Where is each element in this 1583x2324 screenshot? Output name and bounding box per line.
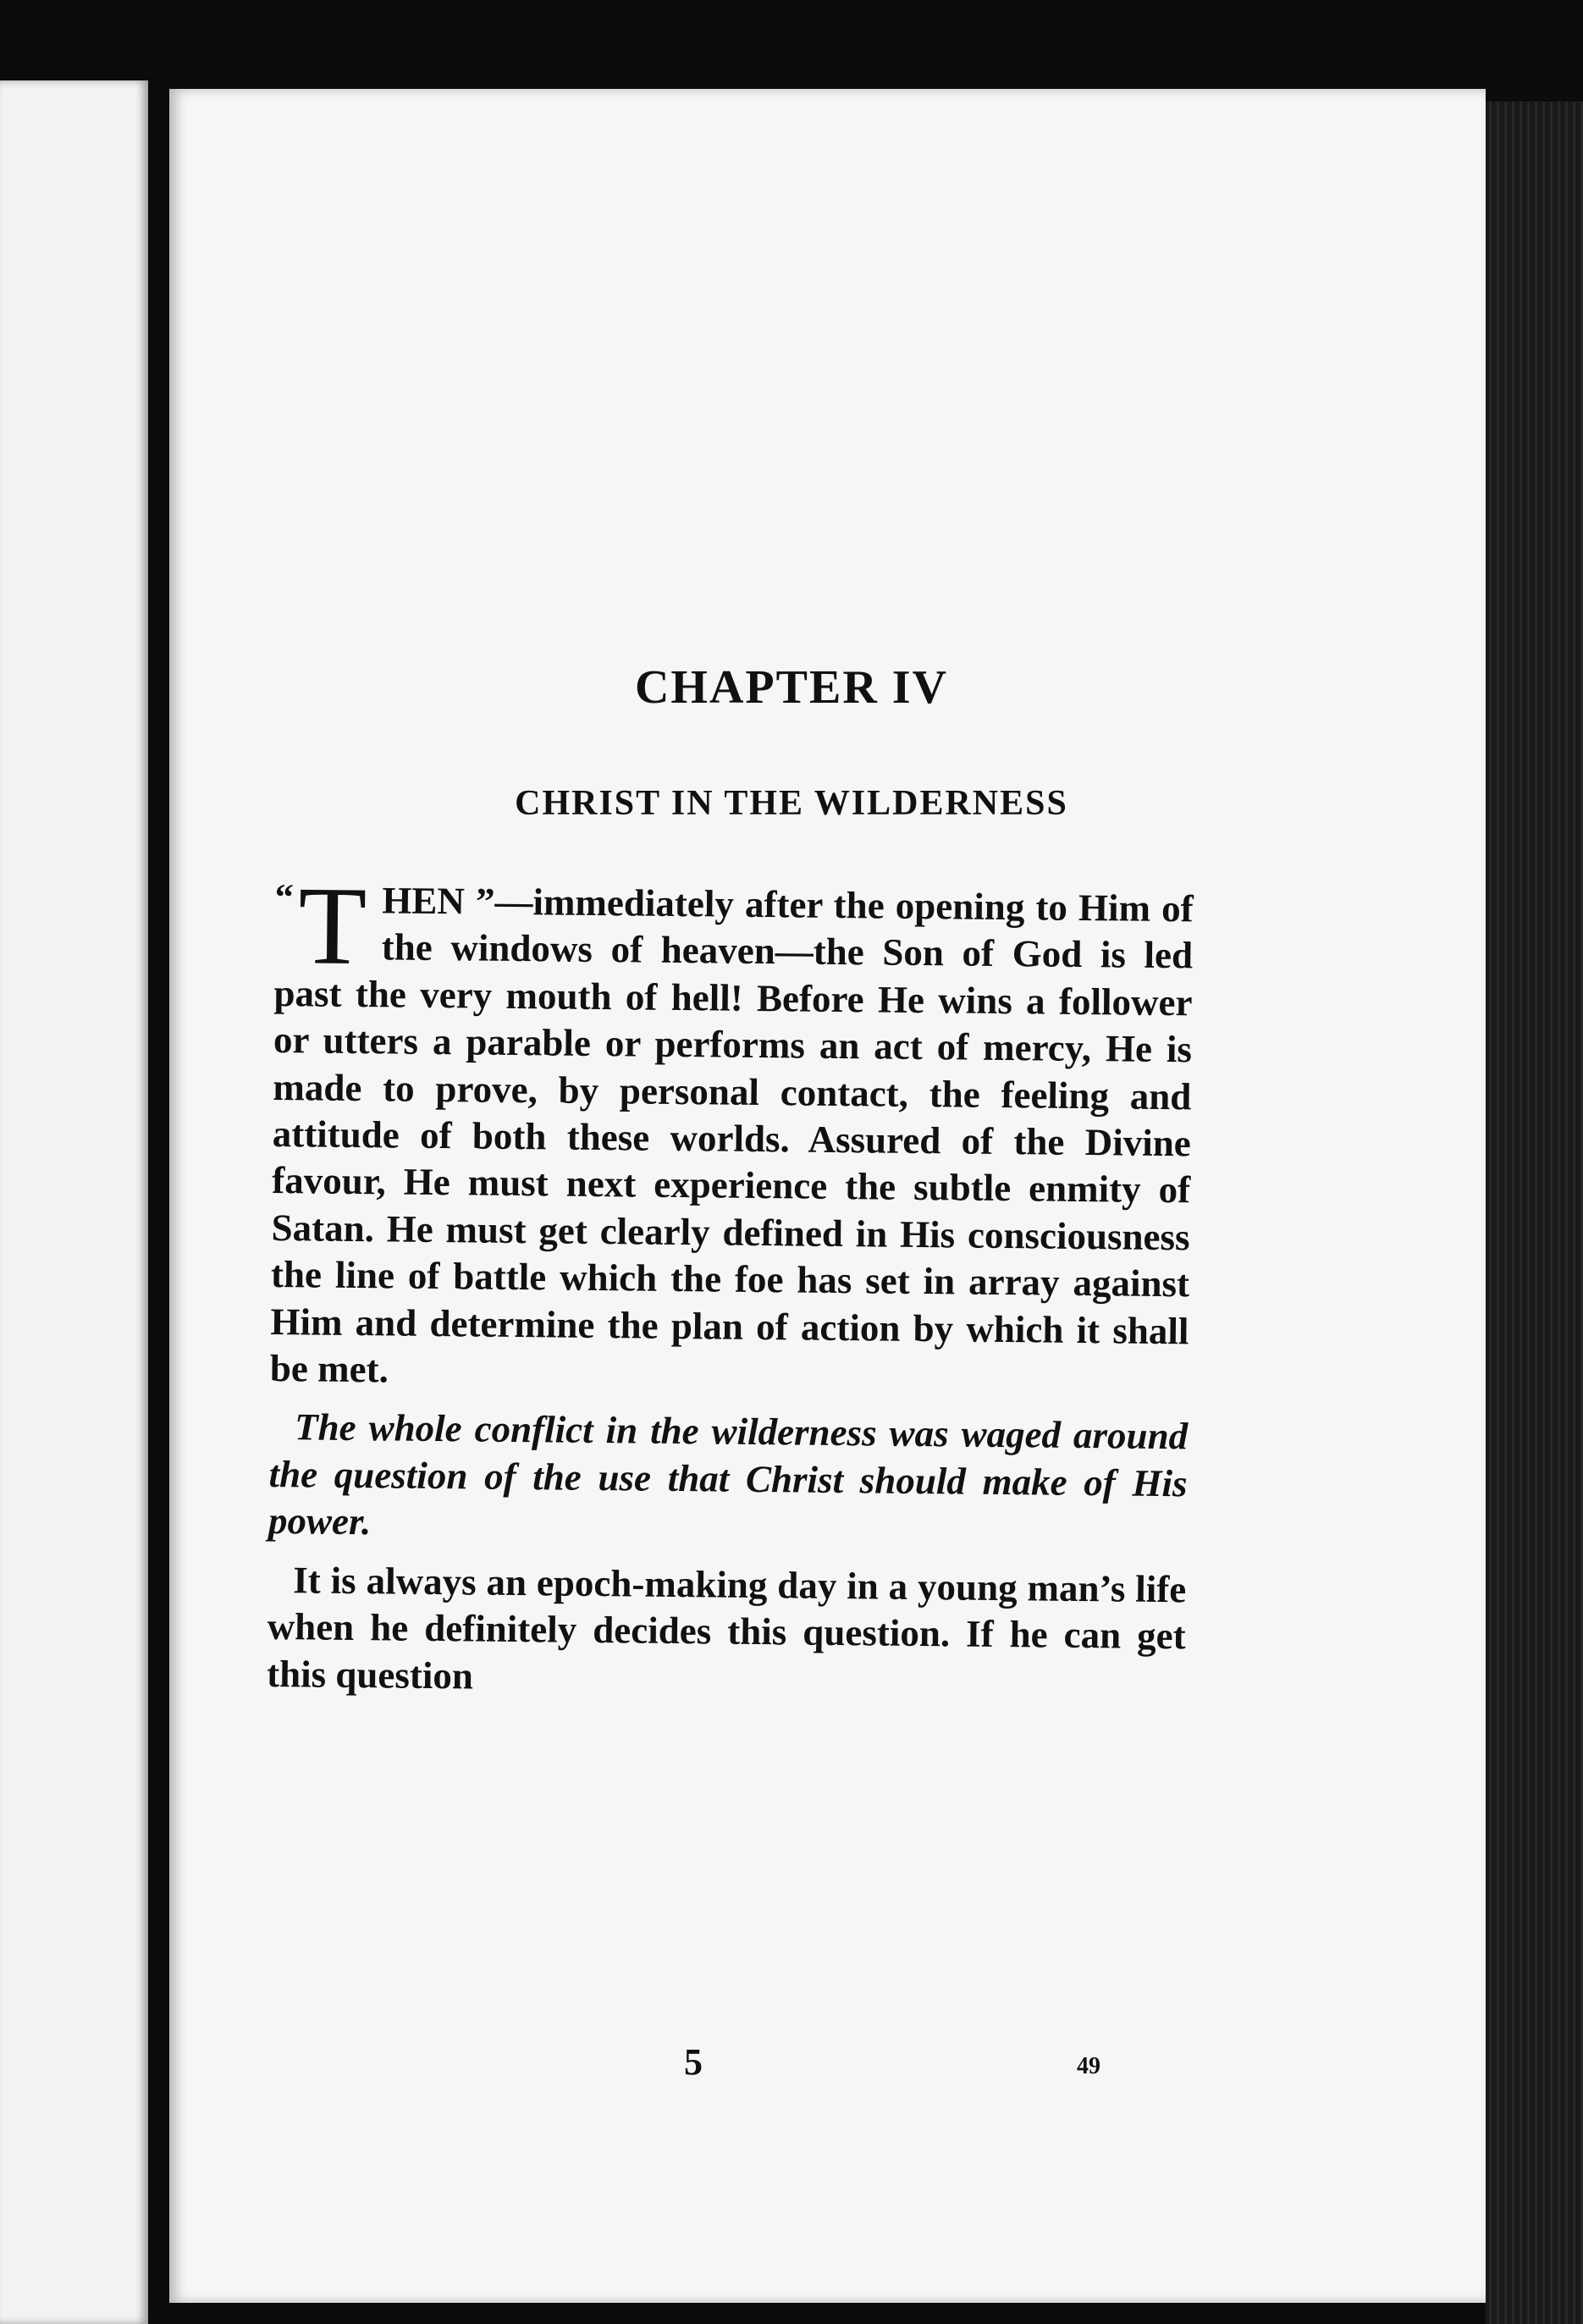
facing-page-edge: [0, 80, 148, 2324]
chapter-subtitle: CHRIST IN THE WILDERNESS: [515, 784, 1068, 823]
signature-mark: 5: [684, 2041, 703, 2083]
chapter-title: CHAPTER IV: [634, 661, 949, 714]
body-text: [266, 863, 1194, 1707]
paragraph-1: [269, 863, 1194, 1402]
book-gutter: [148, 80, 169, 2324]
paragraph-3: It is always an epoch-making day in a young man’s life when he definitely decides this question. If he can get this question: [266, 1558, 1187, 1697]
paragraph-2: The whole conflict in the wilderness was waged around the question of the use that Christ should make of His power.: [268, 1405, 1189, 1543]
page-stack-edge: [1486, 102, 1583, 2324]
page-number: 49: [1077, 2053, 1100, 2079]
paragraph-1-text: HEN ”—immediately after the opening to Him of the windows of heaven—the Son of God is led past the very mouth of hell! Before He wins a follower or utters a parable or performs an act of mercy, He is made to prove, by personal contact, the feeling and attitude of both these worlds. Assured of the Divine favour, He must next experience the subtle enmity of Satan. He must get clearly defined in His consciousness the line of battle which the foe has set in array against Him and determine the plan of action by which it shall be met.: [269, 879, 1194, 1391]
drop-cap: T: [297, 863, 367, 989]
opening-quote: “: [274, 876, 294, 919]
